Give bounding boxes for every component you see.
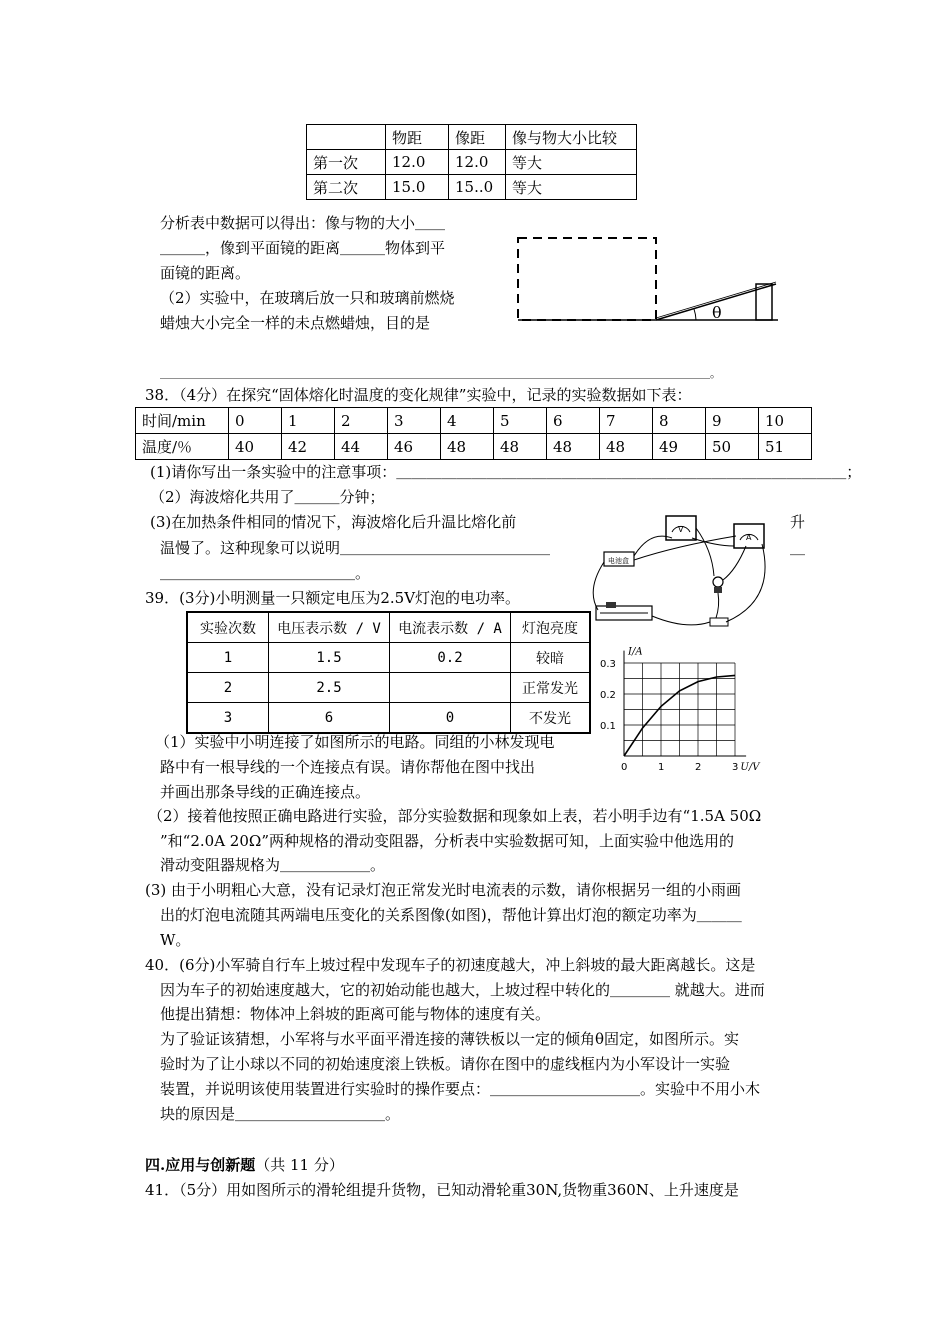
table1-cell: 第一次 xyxy=(307,150,386,175)
q39-p1a: （1）实验中小明连接了如图所示的电路。同组的小林发现电 xyxy=(155,733,555,751)
q38-s3d: ＿ xyxy=(790,539,806,557)
temp-cell: 50 xyxy=(706,434,759,460)
time-cell: 6 xyxy=(547,408,600,434)
q37-line-2: ＿＿＿，像到平面镜的距离＿＿＿物体到平 xyxy=(160,239,446,257)
table1-header-0 xyxy=(307,125,386,150)
section4-heading-row xyxy=(145,1153,344,1178)
q39-p1b: 路中有一根导线的一个连接点有误。请你帮他在图中找出 xyxy=(160,758,536,776)
q40-line-3: 他提出猜想：物体冲上斜坡的距离可能与物体的速度有关。 xyxy=(160,1005,551,1023)
q39-title: 39．(3分)小明测量一只额定电压为2.5V灯泡的电功率。 xyxy=(145,589,521,607)
temp-cell: 42 xyxy=(282,434,335,460)
table1-header-2: 像距 xyxy=(449,125,506,150)
q40-line-1: 40．(6分)小军骑自行车上坡过程中发现车子的初速度越大，冲上斜坡的最大距离越长。这是 xyxy=(145,956,756,974)
y-tick-label: 0.1 xyxy=(600,721,616,732)
temp-cell: 40 xyxy=(229,434,282,460)
q41-line: 41．（5分）用如图所示的滑轮组提升货物，已知动滑轮重30N,货物重360N、上升速度是 xyxy=(145,1181,739,1199)
x-tick-label: 1 xyxy=(658,762,665,773)
angle-arc xyxy=(694,309,696,320)
q38-s3b: 升 xyxy=(790,513,806,531)
x-axis-label: U/V xyxy=(740,762,760,773)
table1-cell: 12.0 xyxy=(386,150,449,175)
circuit-diagram xyxy=(586,510,786,640)
temp-cell: 51 xyxy=(759,434,812,460)
temp-cell: 48 xyxy=(494,434,547,460)
temp-cell: 48 xyxy=(547,434,600,460)
q37-line-6: ＿＿＿＿＿＿＿＿＿＿＿＿＿＿＿＿＿＿＿＿＿＿＿＿＿＿＿＿＿＿＿＿＿＿＿＿＿＿＿＿＿＿＿＿＿＿＿＿＿＿。 xyxy=(160,367,721,380)
table1-cell: 12.0 xyxy=(449,150,506,175)
table1-cell: 15..0 xyxy=(449,175,506,200)
q40-line-6: 装置，并说明该使用装置进行实验时的操作要点：＿＿＿＿＿＿＿＿＿＿。实验中不用小木 xyxy=(160,1080,761,1098)
temp-label: 温度/％ xyxy=(136,434,229,460)
q39-header-0: 实验次数 xyxy=(187,612,269,643)
q38-title: 38．（4分）在探究“固体熔化时温度的变化规律”实验中，记录的实验数据如下表： xyxy=(145,386,692,404)
table1-cell: 第二次 xyxy=(307,175,386,200)
svg-text:V: V xyxy=(678,525,684,534)
section4-heading-suffix: （共 11 分） xyxy=(255,1156,344,1174)
time-cell: 10 xyxy=(759,408,812,434)
x-tick-label: 0 xyxy=(621,762,628,773)
temp-cell: 44 xyxy=(335,434,388,460)
q39-cell: 2 xyxy=(187,673,269,703)
temp-cell: 49 xyxy=(653,434,706,460)
q39-p3b: 出的灯泡电流随其两端电压变化的关系图像(如图)，帮他计算出灯泡的额定功率为＿＿＿ xyxy=(160,906,742,924)
q39-cell: 正常发光 xyxy=(511,673,591,703)
time-label: 时间/min xyxy=(136,408,229,434)
q39-cell: 不发光 xyxy=(511,703,591,734)
q40-line-5: 验时为了让小球以不同的初始速度滚上铁板。请你在图中的虚线框内为小军设计一实验 xyxy=(160,1055,731,1073)
q40-line-4: 为了验证该猜想，小军将与水平面平滑连接的薄铁板以一定的倾角θ固定，如图所示。实 xyxy=(160,1030,740,1048)
q39-cell: 3 xyxy=(187,703,269,734)
q39-p2c: 滑动变阻器规格为＿＿＿＿＿＿。 xyxy=(160,856,386,874)
time-cell: 1 xyxy=(282,408,335,434)
q38-s3a: (3)在加热条件相同的情况下，海波熔化后升温比熔化前 xyxy=(150,513,517,531)
q37-line-3: 面镜的距离。 xyxy=(160,264,251,282)
q40-line-2: 因为车子的初始速度越大，它的初始动能也越大，上坡过程中转化的＿＿＿＿ 就越大。进而 xyxy=(160,981,765,999)
q39-p3a: (3) 由于小明粗心大意，没有记录灯泡正常发光时电流表的示数，请你根据另一组的小雨画 xyxy=(145,881,742,899)
dashed-box xyxy=(518,238,656,320)
y-tick-label: 0.3 xyxy=(600,659,616,670)
x-tick-label: 3 xyxy=(732,762,739,773)
time-cell: 4 xyxy=(441,408,494,434)
q37-line-1: 分析表中数据可以得出：像与物的大小＿＿ xyxy=(160,214,446,232)
switch-icon xyxy=(710,618,728,626)
iv-curve-chart xyxy=(598,644,763,779)
q39-p2a: （2）接着他按照正确电路进行实验，部分实验数据和现象如上表，若小明手边有“1.5A 50Ω xyxy=(148,807,762,825)
y-axis-label: I/A xyxy=(628,646,643,658)
q39-p1c: 并画出那条导线的正确连接点。 xyxy=(160,783,371,801)
table1-cell: 等大 xyxy=(506,150,637,175)
q39-p3c: W。 xyxy=(160,931,191,949)
y-tick-label: 0.2 xyxy=(600,690,616,701)
table1-cell: 等大 xyxy=(506,175,637,200)
time-cell: 0 xyxy=(229,408,282,434)
svg-text:A: A xyxy=(746,533,752,542)
table1-header-3: 像与物大小比较 xyxy=(506,125,637,150)
time-cell: 5 xyxy=(494,408,547,434)
q39-cell: 较暗 xyxy=(511,643,591,673)
q39-cell xyxy=(390,673,511,703)
q39-header-3: 灯泡亮度 xyxy=(511,612,591,643)
q39-header-1: 电压表示数 / V xyxy=(269,612,390,643)
q39-cell: 0.2 xyxy=(390,643,511,673)
temp-cell: 46 xyxy=(388,434,441,460)
q39-cell: 1.5 xyxy=(269,643,390,673)
table1-header-1: 物距 xyxy=(386,125,449,150)
time-cell: 8 xyxy=(653,408,706,434)
theta-label: θ xyxy=(712,303,722,322)
q37-line-5: 蜡烛大小完全一样的未点燃蜡烛，目的是 xyxy=(160,314,431,332)
q39-cell: 1 xyxy=(187,643,269,673)
q38-s3c: 温慢了。这种现象可以说明＿＿＿＿＿＿＿＿＿＿＿＿＿＿ xyxy=(160,539,551,557)
time-cell: 7 xyxy=(600,408,653,434)
x-tick-label: 2 xyxy=(695,762,702,773)
battery-label: 电池盒 xyxy=(608,557,629,565)
q38-s3e: ＿＿＿＿＿＿＿＿＿＿＿＿＿。 xyxy=(160,564,371,582)
time-cell: 3 xyxy=(388,408,441,434)
q39-cell: 6 xyxy=(269,703,390,734)
incline-diagram xyxy=(508,232,788,327)
q39-cell: 2.5 xyxy=(269,673,390,703)
time-cell: 2 xyxy=(335,408,388,434)
bulb-icon xyxy=(713,577,723,587)
q39-p2b: ”和“2.0A 20Ω”两种规格的滑动变阻器，分析表中实验数据可知，上面实验中他选用的 xyxy=(160,832,734,850)
q40-line-7: 块的原因是＿＿＿＿＿＿＿＿＿＿。 xyxy=(160,1105,401,1123)
q38-s1: (1)请你写出一条实验中的注意事项：＿＿＿＿＿＿＿＿＿＿＿＿＿＿＿＿＿＿＿＿＿＿＿＿＿＿＿＿＿＿； xyxy=(150,463,862,481)
table1-cell: 15.0 xyxy=(386,175,449,200)
q39-header-2: 电流表示数 / A xyxy=(390,612,511,643)
q39-cell: 0 xyxy=(390,703,511,734)
q38-s2: （2）海波熔化共用了＿＿＿分钟； xyxy=(150,488,385,506)
section4-heading: 四.应用与创新题 xyxy=(145,1156,256,1174)
temp-cell: 48 xyxy=(441,434,494,460)
temp-cell: 48 xyxy=(600,434,653,460)
q37-line-4: （2）实验中，在玻璃后放一只和玻璃前燃烧 xyxy=(160,289,455,307)
power-measurement-table xyxy=(186,611,591,734)
melting-data-table xyxy=(135,407,812,460)
image-distance-table xyxy=(306,124,637,200)
time-cell: 9 xyxy=(706,408,759,434)
